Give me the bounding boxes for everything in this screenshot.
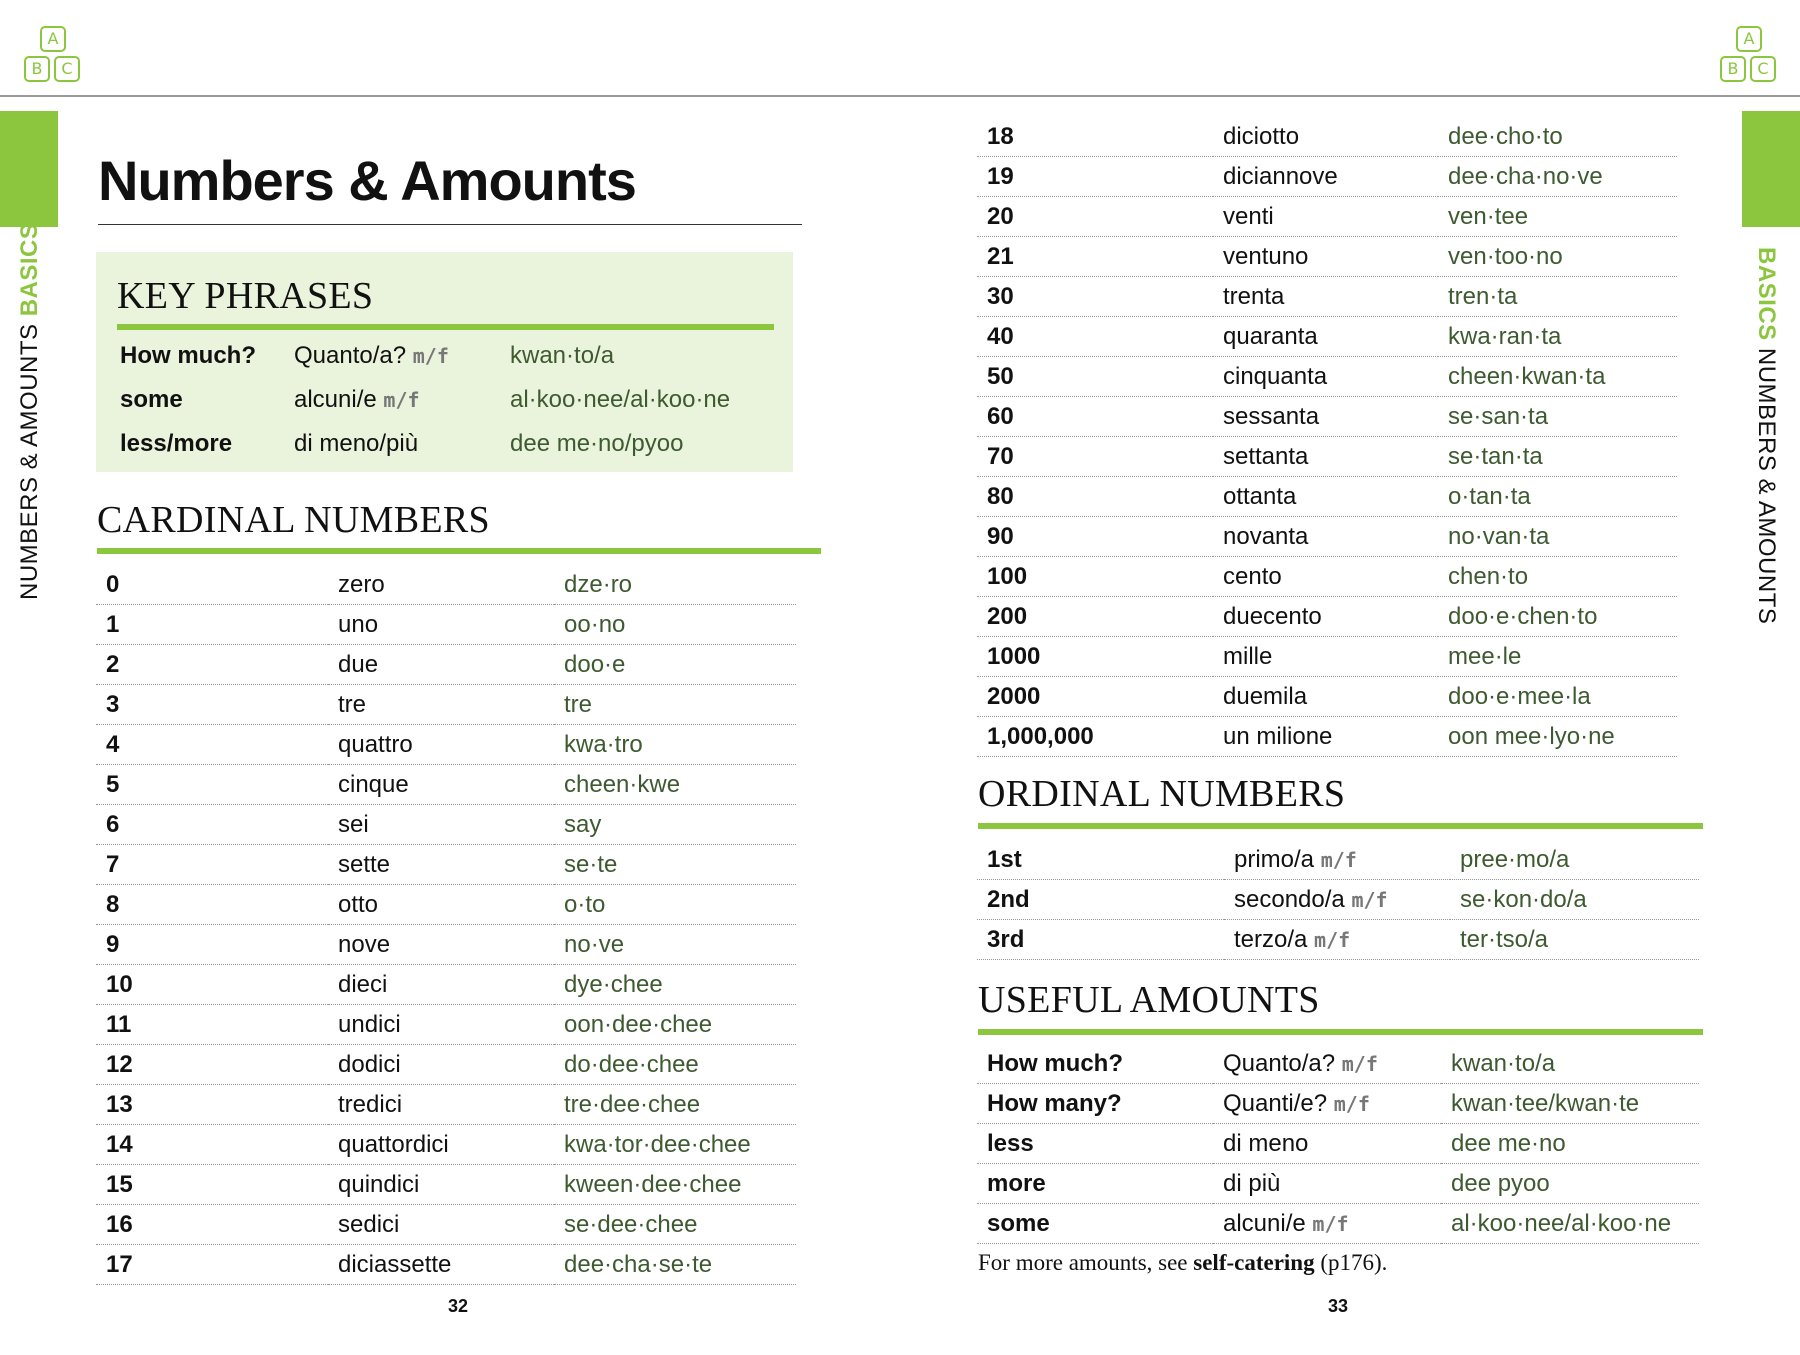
- table-row: [96, 685, 796, 725]
- italian-cell: nove: [328, 925, 554, 965]
- pronunciation-cell: dee me·no: [1441, 1124, 1699, 1164]
- table-row: [96, 378, 793, 422]
- italian-cell: duecento: [1213, 597, 1438, 637]
- italian-cell: duemila: [1213, 677, 1438, 717]
- header-rule: [0, 95, 1800, 97]
- italian-cell: diciannove: [1213, 157, 1438, 197]
- italian-text: Quanto/a?: [294, 342, 407, 369]
- italian-text: secondo/a: [1234, 885, 1345, 913]
- italian-text: alcuni/e: [1223, 1209, 1306, 1237]
- pronunciation-cell: no·ve: [554, 925, 796, 965]
- table-row: [977, 717, 1677, 757]
- italian-text: di meno: [1223, 1129, 1309, 1157]
- self-catering-link[interactable]: self-catering: [1193, 1250, 1315, 1275]
- pronunciation-cell: doo·e: [554, 645, 796, 685]
- table-row: [96, 1005, 796, 1045]
- row-label: 1st: [977, 840, 1224, 880]
- table-row: [977, 880, 1699, 920]
- table-row: [977, 1204, 1699, 1244]
- table-row: [96, 885, 796, 925]
- italian-cell: ottanta: [1213, 477, 1438, 517]
- pronunciation-cell: ven·too·no: [1438, 237, 1677, 277]
- gender-marker: m/f: [412, 344, 449, 368]
- row-label: 2000: [977, 677, 1213, 717]
- row-label: some: [120, 386, 183, 413]
- italian-cell: cinquanta: [1213, 357, 1438, 397]
- gender-marker: m/f: [1314, 927, 1351, 952]
- italian-text: terzo/a: [1234, 925, 1308, 953]
- ordinal-heading: ORDINAL NUMBERS: [978, 773, 1346, 815]
- table-row: [96, 645, 796, 685]
- pronunciation-cell: dee·cha·se·te: [554, 1245, 796, 1285]
- italian-text: di meno/più: [294, 430, 419, 457]
- row-label: 6: [96, 805, 328, 845]
- italian-cell: settanta: [1213, 437, 1438, 477]
- italian-cell: sette: [328, 845, 554, 885]
- table-row: [977, 517, 1677, 557]
- italian-cell: [1224, 880, 1450, 920]
- italian-cell: [1213, 1204, 1441, 1244]
- table-row: [96, 1245, 796, 1285]
- table-row: [977, 277, 1677, 317]
- pronunciation-cell: mee·le: [1438, 637, 1677, 677]
- pronunciation-cell: chen·to: [1438, 557, 1677, 597]
- pronunciation-cell: say: [554, 805, 796, 845]
- table-row: [96, 422, 793, 466]
- pronunciation-cell: ter·tso/a: [1450, 920, 1699, 960]
- pronunciation-cell: se·san·ta: [1438, 397, 1677, 437]
- table-row: [977, 677, 1677, 717]
- italian-cell: dodici: [328, 1045, 554, 1085]
- italian-cell: [1213, 1124, 1441, 1164]
- section-tab: [1742, 111, 1800, 227]
- table-row: [977, 557, 1677, 597]
- pronunciation-cell: kwa·ran·ta: [1438, 317, 1677, 357]
- amounts-table: [977, 1044, 1699, 1244]
- pronunciation-cell: pree·mo/a: [1450, 840, 1699, 880]
- row-label: 0: [96, 565, 328, 605]
- row-label: some: [977, 1204, 1213, 1244]
- row-label: 1000: [977, 637, 1213, 677]
- row-label: How many?: [977, 1084, 1213, 1124]
- row-label: more: [977, 1164, 1213, 1204]
- abc-blocks-icon: A B C: [22, 26, 84, 84]
- table-row: [977, 637, 1677, 677]
- table-row: [977, 1044, 1699, 1084]
- amounts-rule: [978, 1029, 1703, 1035]
- table-row: [96, 805, 796, 845]
- gender-marker: m/f: [1351, 887, 1388, 912]
- cardinal-rule: [97, 548, 821, 554]
- pronunciation-cell: dee·cho·to: [1438, 117, 1677, 157]
- pronunciation-cell: doo·e·chen·to: [1438, 597, 1677, 637]
- table-row: [977, 1164, 1699, 1204]
- pronunciation-cell: doo·e·mee·la: [1438, 677, 1677, 717]
- row-label: 1,000,000: [977, 717, 1213, 757]
- row-label: 14: [96, 1125, 328, 1165]
- table-row: [977, 357, 1677, 397]
- italian-cell: undici: [328, 1005, 554, 1045]
- pronunciation-cell: do·dee·chee: [554, 1045, 796, 1085]
- row-label: 90: [977, 517, 1213, 557]
- italian-cell: dieci: [328, 965, 554, 1005]
- pronunciation-cell: dee·cha·no·ve: [1438, 157, 1677, 197]
- italian-cell: diciassette: [328, 1245, 554, 1285]
- row-label: less: [977, 1124, 1213, 1164]
- italian-cell: [1213, 1044, 1441, 1084]
- italian-cell: tredici: [328, 1085, 554, 1125]
- gender-marker: m/f: [1333, 1091, 1370, 1116]
- gender-marker: m/f: [1312, 1211, 1349, 1236]
- table-row: [977, 920, 1699, 960]
- ordinal-rule: [978, 823, 1703, 829]
- row-label: 5: [96, 765, 328, 805]
- pronunciation-cell: tre·dee·chee: [554, 1085, 796, 1125]
- table-row: [96, 334, 793, 378]
- row-label: How much?: [977, 1044, 1213, 1084]
- table-row: [977, 397, 1677, 437]
- row-label: 9: [96, 925, 328, 965]
- italian-cell: [284, 378, 500, 422]
- table-row: [977, 477, 1677, 517]
- italian-cell: due: [328, 645, 554, 685]
- key-phrases-table: [96, 334, 793, 466]
- row-label: 70: [977, 437, 1213, 477]
- italian-cell: trenta: [1213, 277, 1438, 317]
- italian-cell: sedici: [328, 1205, 554, 1245]
- row-label: 13: [96, 1085, 328, 1125]
- row-label: 15: [96, 1165, 328, 1205]
- row-label: 8: [96, 885, 328, 925]
- italian-cell: tre: [328, 685, 554, 725]
- ordinal-table: [977, 840, 1699, 960]
- row-label: 20: [977, 197, 1213, 237]
- italian-cell: [1213, 1084, 1441, 1124]
- key-phrases-rule: [117, 324, 774, 330]
- table-row: [977, 237, 1677, 277]
- pronunciation-cell: no·van·ta: [1438, 517, 1677, 557]
- row-label: 80: [977, 477, 1213, 517]
- row-label: less/more: [120, 430, 233, 457]
- italian-cell: [284, 334, 500, 378]
- row-label: 3rd: [977, 920, 1224, 960]
- table-row: [96, 1085, 796, 1125]
- italian-cell: quattordici: [328, 1125, 554, 1165]
- table-row: [977, 317, 1677, 357]
- italian-cell: zero: [328, 565, 554, 605]
- pronunciation-cell: kwa·tro: [554, 725, 796, 765]
- gender-marker: m/f: [1341, 1051, 1378, 1076]
- gender-marker: m/f: [1320, 847, 1357, 872]
- row-label: 200: [977, 597, 1213, 637]
- table-row: [96, 1125, 796, 1165]
- italian-cell: [1224, 920, 1450, 960]
- abc-blocks-icon: A B C: [1718, 26, 1780, 84]
- italian-cell: quindici: [328, 1165, 554, 1205]
- page-title: Numbers & Amounts: [98, 149, 636, 212]
- italian-text: alcuni/e: [294, 386, 377, 413]
- table-row: [977, 197, 1677, 237]
- row-label: 4: [96, 725, 328, 765]
- italian-cell: ventuno: [1213, 237, 1438, 277]
- row-label: 10: [96, 965, 328, 1005]
- section-tab: [0, 111, 58, 227]
- italian-cell: diciotto: [1213, 117, 1438, 157]
- pronunciation-cell: oo·no: [554, 605, 796, 645]
- pronunciation-cell: dze·ro: [554, 565, 796, 605]
- pronunciation-cell: o·tan·ta: [1438, 477, 1677, 517]
- italian-cell: mille: [1213, 637, 1438, 677]
- table-row: [96, 845, 796, 885]
- cardinal-table: [96, 565, 796, 1285]
- italian-cell: un milione: [1213, 717, 1438, 757]
- cardinal-cont-table: [977, 117, 1677, 757]
- row-label: 12: [96, 1045, 328, 1085]
- row-label: 11: [96, 1005, 328, 1045]
- row-label: 50: [977, 357, 1213, 397]
- italian-cell: [1224, 840, 1450, 880]
- title-rule: [98, 224, 802, 225]
- italian-cell: uno: [328, 605, 554, 645]
- italian-cell: [284, 422, 500, 466]
- row-label: 40: [977, 317, 1213, 357]
- table-row: [977, 1124, 1699, 1164]
- pronunciation-cell: oon mee·lyo·ne: [1438, 717, 1677, 757]
- italian-cell: cento: [1213, 557, 1438, 597]
- italian-cell: sei: [328, 805, 554, 845]
- gender-marker: m/f: [383, 388, 420, 412]
- table-row: [977, 597, 1677, 637]
- pronunciation-cell: kwan·to/a: [1441, 1044, 1699, 1084]
- pronunciation-cell: o·to: [554, 885, 796, 925]
- row-label: 17: [96, 1245, 328, 1285]
- page-number-left: 32: [448, 1296, 469, 1316]
- italian-cell: cinque: [328, 765, 554, 805]
- pronunciation-cell: kwan·to/a: [510, 342, 615, 369]
- pronunciation-cell: oon·dee·chee: [554, 1005, 796, 1045]
- table-row: [96, 725, 796, 765]
- row-label: 21: [977, 237, 1213, 277]
- pronunciation-cell: se·te: [554, 845, 796, 885]
- italian-cell: venti: [1213, 197, 1438, 237]
- italian-cell: quattro: [328, 725, 554, 765]
- table-row: [96, 1045, 796, 1085]
- pronunciation-cell: tren·ta: [1438, 277, 1677, 317]
- table-row: [96, 1205, 796, 1245]
- row-label: 7: [96, 845, 328, 885]
- row-label: 2: [96, 645, 328, 685]
- row-label: 100: [977, 557, 1213, 597]
- table-row: [96, 1165, 796, 1205]
- pronunciation-cell: al·koo·nee/al·koo·ne: [1441, 1204, 1699, 1244]
- pronunciation-cell: se·dee·chee: [554, 1205, 796, 1245]
- italian-text: di più: [1223, 1169, 1281, 1197]
- pronunciation-cell: kwa·tor·dee·chee: [554, 1125, 796, 1165]
- pronunciation-cell: al·koo·nee/al·koo·ne: [510, 386, 731, 413]
- italian-text: Quanti/e?: [1223, 1089, 1328, 1117]
- row-label: 19: [977, 157, 1213, 197]
- row-label: 18: [977, 117, 1213, 157]
- italian-cell: sessanta: [1213, 397, 1438, 437]
- pronunciation-cell: kween·dee·chee: [554, 1165, 796, 1205]
- pronunciation-cell: ven·tee: [1438, 197, 1677, 237]
- key-phrases-heading: KEY PHRASES: [117, 275, 374, 317]
- pronunciation-cell: dee pyoo: [1441, 1164, 1699, 1204]
- row-label: How much?: [120, 342, 256, 369]
- pronunciation-cell: kwan·tee/kwan·te: [1441, 1084, 1699, 1124]
- pronunciation-cell: se·tan·ta: [1438, 437, 1677, 477]
- table-row: [96, 965, 796, 1005]
- table-row: [977, 157, 1677, 197]
- row-label: 30: [977, 277, 1213, 317]
- row-label: 16: [96, 1205, 328, 1245]
- italian-cell: quaranta: [1213, 317, 1438, 357]
- row-label: 1: [96, 605, 328, 645]
- table-row: [977, 1084, 1699, 1124]
- italian-cell: [1213, 1164, 1441, 1204]
- table-row: [977, 437, 1677, 477]
- table-row: [96, 765, 796, 805]
- table-row: [96, 565, 796, 605]
- table-row: [977, 117, 1677, 157]
- amounts-heading: USEFUL AMOUNTS: [978, 979, 1320, 1021]
- row-label: 60: [977, 397, 1213, 437]
- italian-text: Quanto/a?: [1223, 1049, 1336, 1077]
- table-row: [977, 840, 1699, 880]
- page-number-right: 33: [1328, 1296, 1349, 1316]
- cardinal-heading: CARDINAL NUMBERS: [97, 499, 490, 541]
- row-label: 3: [96, 685, 328, 725]
- pronunciation-cell: tre: [554, 685, 796, 725]
- footnote: For more amounts, see self-catering (p176).: [978, 1250, 1388, 1275]
- side-label-right: BASICS NUMBERS & AMOUNTS: [1753, 247, 1780, 625]
- pronunciation-cell: se·kon·do/a: [1450, 880, 1699, 920]
- row-label: 2nd: [977, 880, 1224, 920]
- italian-cell: novanta: [1213, 517, 1438, 557]
- italian-text: primo/a: [1234, 845, 1315, 873]
- pronunciation-cell: dye·chee: [554, 965, 796, 1005]
- pronunciation-cell: cheen·kwan·ta: [1438, 357, 1677, 397]
- table-row: [96, 925, 796, 965]
- table-row: [96, 605, 796, 645]
- pronunciation-cell: cheen·kwe: [554, 765, 796, 805]
- pronunciation-cell: dee me·no/pyoo: [510, 430, 684, 457]
- italian-cell: otto: [328, 885, 554, 925]
- side-label-left: NUMBERS & AMOUNTS BASICS: [16, 222, 43, 600]
